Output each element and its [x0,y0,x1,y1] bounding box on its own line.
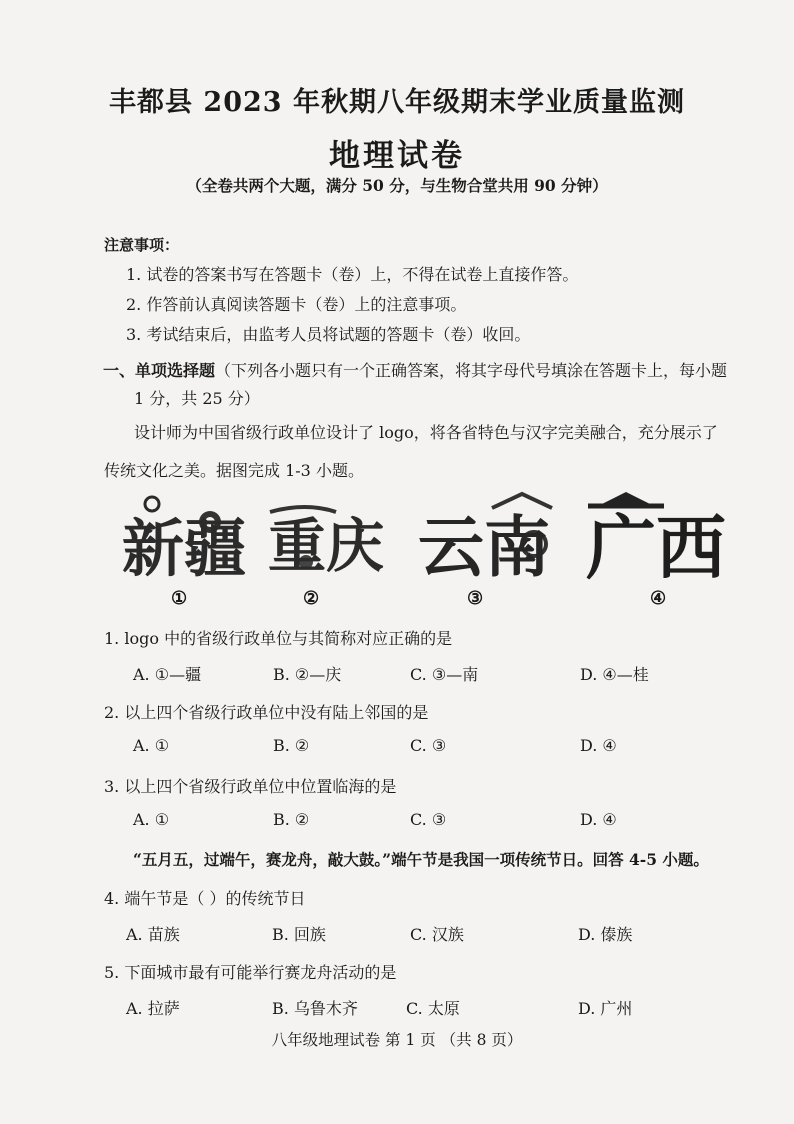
question-5-option-b: B. 乌鲁木齐 [272,999,358,1018]
question-3-option-b: B. ② [273,810,310,829]
question-3-option-c: C. ③ [410,810,447,829]
question-4-stem: 4. 端午节是（ ）的传统节日 [104,889,306,908]
subject-title: 地理试卷 [329,138,465,174]
question-5-stem: 5. 下面城市最有可能举行赛龙舟活动的是 [104,963,397,982]
notice-item-2: 2. 作答前认真阅读答题卡（卷）上的注意事项。 [126,295,467,314]
intro-line-2: 传统文化之美。据图完成 1-3 小题。 [104,461,364,480]
question-1-option-a: A. ①—疆 [133,665,202,684]
question-2-option-a: A. ① [133,736,170,755]
question-4-option-a: A. 苗族 [126,925,180,944]
question-2-stem: 2. 以上四个省级行政单位中没有陆上邻国的是 [104,703,429,722]
section1-heading [103,358,753,384]
logo-marker-4: ④ [650,588,667,609]
question-2-option-c: C. ③ [410,736,447,755]
question-3-option-d: D. ④ [580,810,617,829]
question-1-stem: 1. logo 中的省级行政单位与其简称对应正确的是 [104,629,453,648]
question-5-option-d: D. 广州 [578,999,633,1018]
section1-label: 一、单项选择题 [103,361,216,380]
question-4-option-c: C. 汉族 [410,925,464,944]
logo-marker-3: ③ [467,588,484,609]
exam-title: 丰都县 2023 年秋期八年级期末学业质量监测 [109,87,685,118]
page-footer: 八年级地理试卷 第 1 页 （共 8 页） [271,1031,523,1049]
province-logos [118,490,738,580]
question-5-option-c: C. 太原 [406,999,460,1018]
question-1-option-c: C. ③—南 [410,665,479,684]
question-3-stem: 3. 以上四个省级行政单位中位置临海的是 [104,777,397,796]
logo-chongqing [266,490,404,580]
question-2-option-b: B. ② [273,736,310,755]
section1-instruction-line2: 1 分，共 25 分） [134,389,260,408]
question-4-option-b: B. 回族 [272,925,326,944]
intro-line-1: 设计师为中国省级行政单位设计了 logo，将各省特色与汉字完美融合，充分展示了 [134,423,718,442]
passage-duanwu: “五月五，过端午，赛龙舟，敲大鼓。”端午节是我国一项传统节日。回答 4-5 小题。 [133,850,709,869]
logo-chongqing-text: 重庆 [268,512,385,580]
question-1-option-d: D. ④—桂 [580,665,649,684]
section1-instruction: （下列各小题只有一个正确答案，将其字母代号填涂在答题卡上，每小题 [215,361,728,380]
question-4-option-d: D. 傣族 [578,925,633,944]
logo-guangxi [586,490,738,580]
question-1-option-b: B. ②—庆 [273,665,342,684]
logo-guangxi-text: 广西 [586,506,726,580]
exam-subtitle: （全卷共两个大题，满分 50 分，与生物合堂共用 90 分钟） [186,176,608,195]
logo-xinjiang [118,490,258,580]
question-2-option-d: D. ④ [580,736,617,755]
question-3-option-a: A. ① [133,810,170,829]
logo-yunnan-text: 云南 [418,508,550,580]
notice-title: 注意事项： [104,236,180,254]
notice-item-3: 3. 考试结束后，由监考人员将试题的答题卡（卷）收回。 [126,325,531,344]
notice-item-1: 1. 试卷的答案书写在答题卡（卷）上，不得在试卷上直接作答。 [126,265,579,284]
logo-xinjiang-text: 新疆 [122,512,247,580]
logo-marker-2: ② [303,588,320,609]
logo-yunnan [418,490,568,580]
logo-marker-1: ① [171,588,188,609]
question-5-option-a: A. 拉萨 [126,999,180,1018]
